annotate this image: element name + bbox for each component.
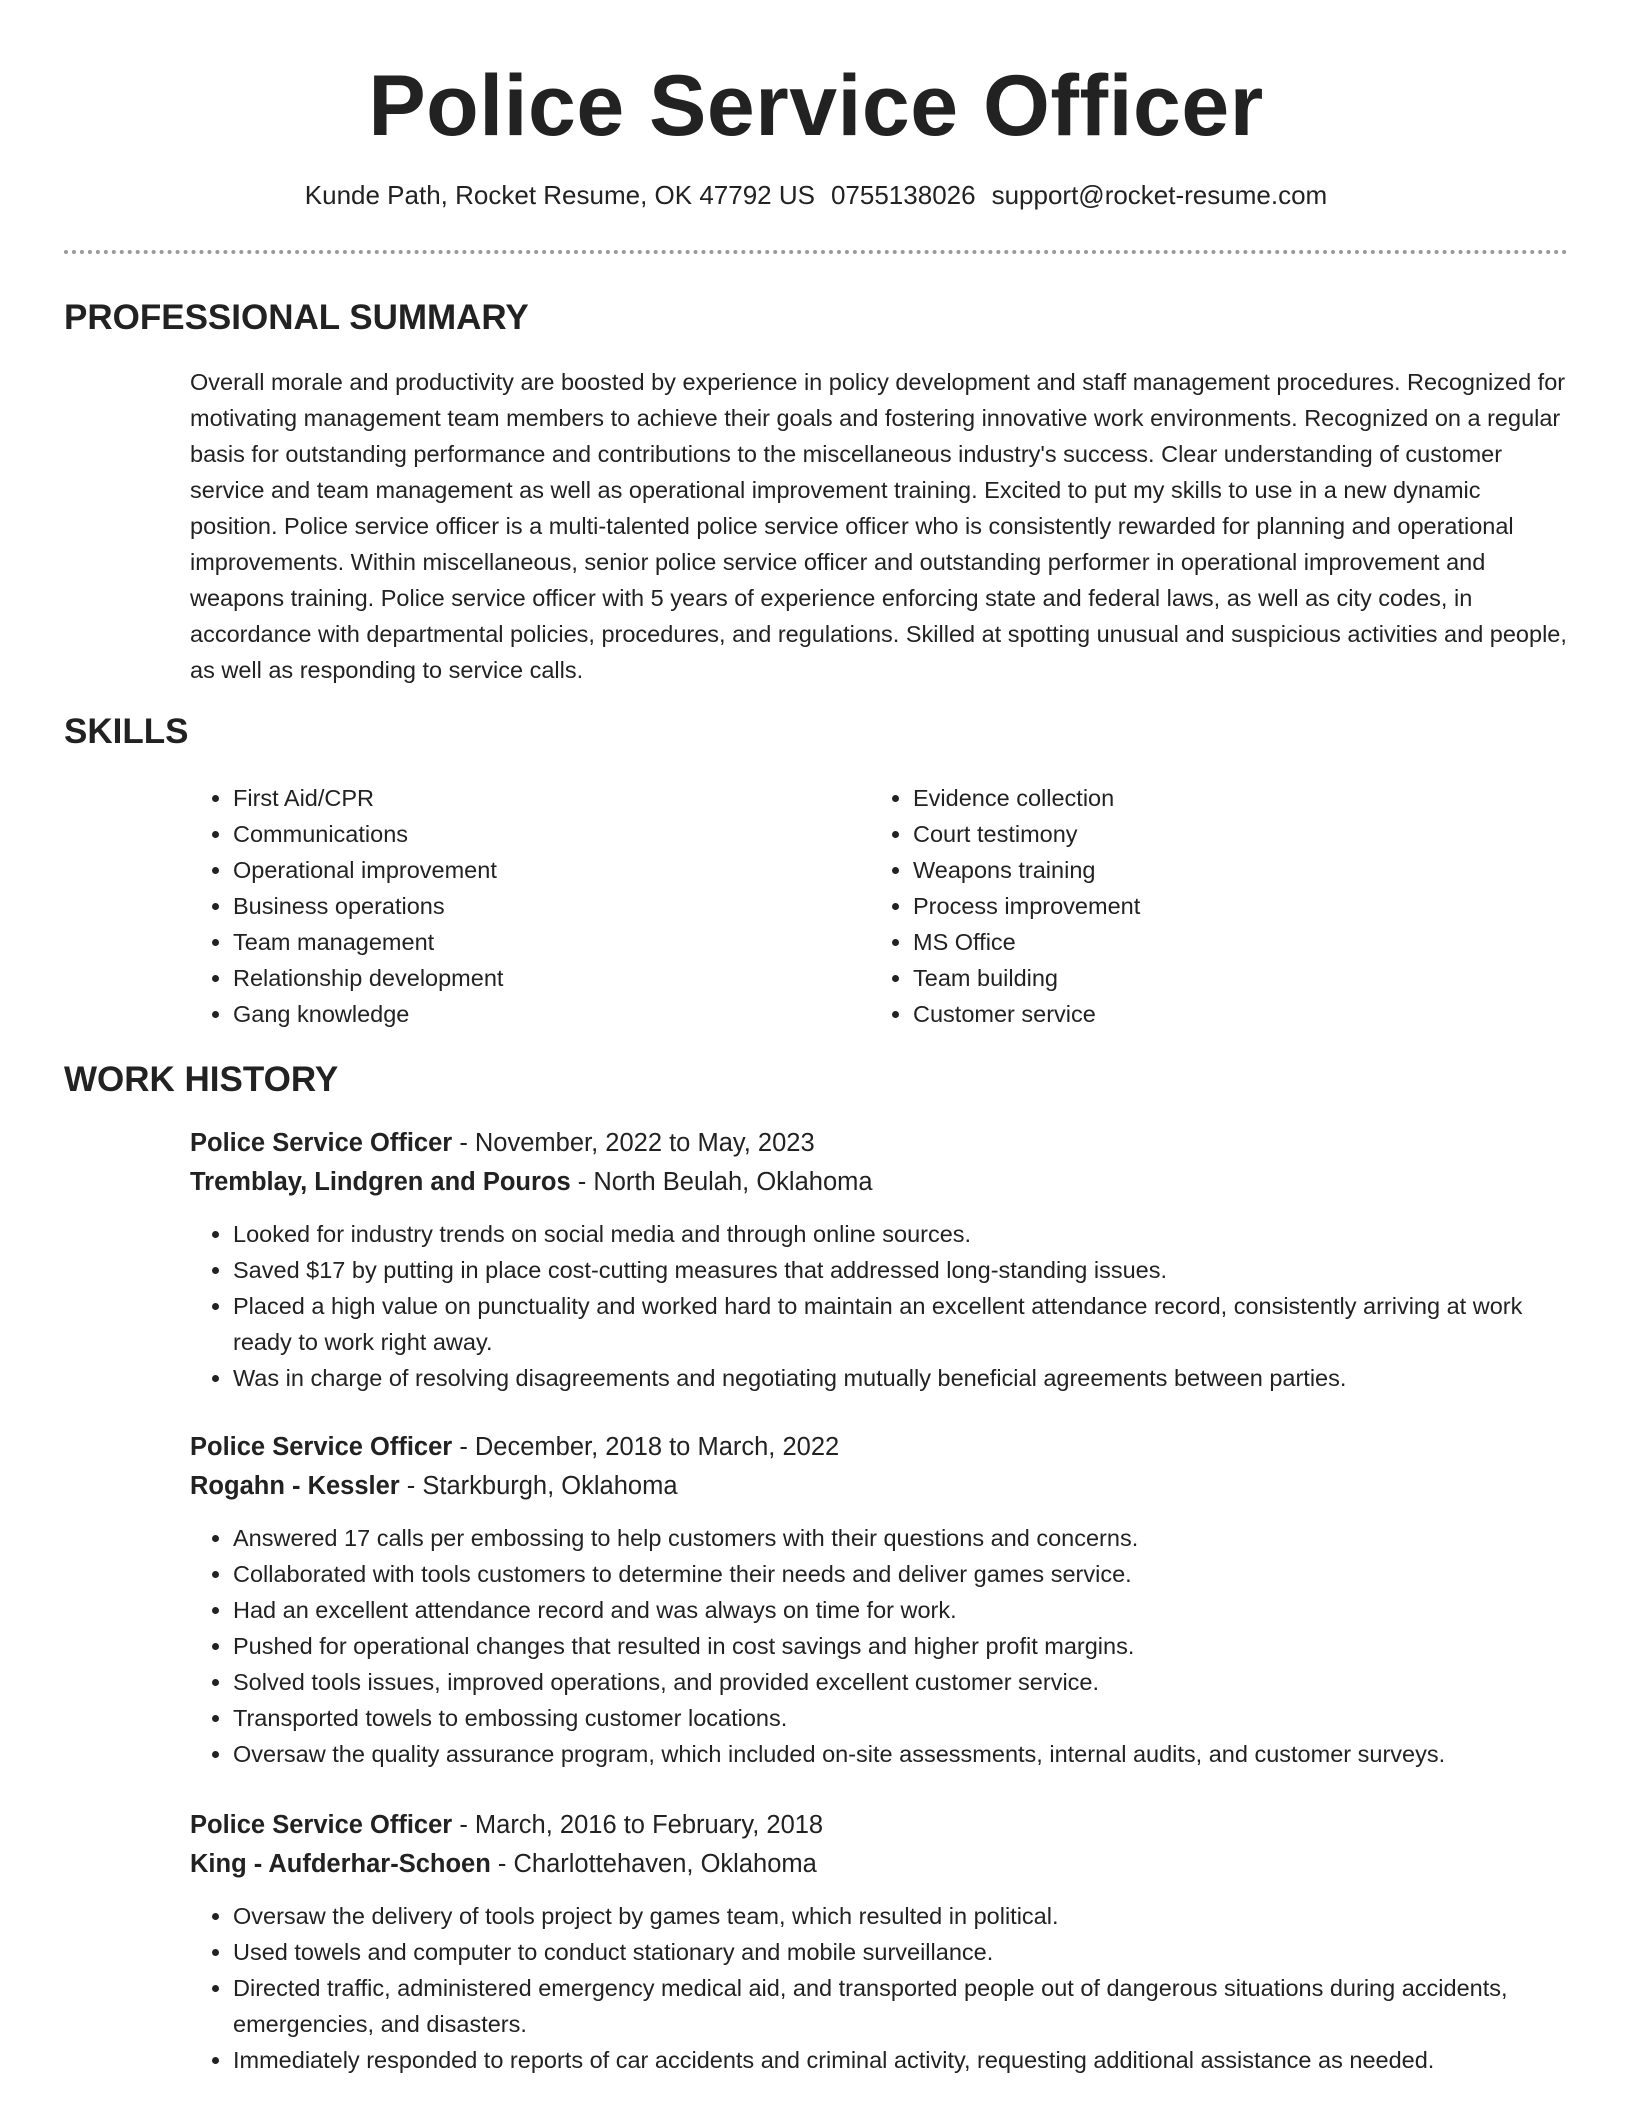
skill-item: • Weapons training (913, 852, 1550, 888)
job-location: - Charlottehaven, Oklahoma (490, 1850, 817, 1878)
job-dates: - December, 2018 to March, 2022 (452, 1433, 840, 1461)
job-dates: - March, 2016 to February, 2018 (452, 1811, 824, 1839)
summary-heading: PROFESSIONAL SUMMARY (64, 298, 529, 337)
job-company: Tremblay, Lindgren and Pouros (190, 1168, 571, 1196)
summary-text: Overall morale and productivity are boosted by experience in policy development and staff management procedures. Recognized for motivating management team members to achieve their goals and fostering innovative work environments. Recognized on a regular basis for outstanding performance and contributions to the miscellaneous industry's success. Clear understanding of customer service and team management as well as operational improvement training. Excited to put my skills to use in a new dynamic position. Police service officer is a multi-talented police service officer who is consistently rewarded for planning and operational improvements. Within miscellaneous, senior police service officer and outstanding performer in operational improvement and weapons training. Police service officer with 5 years of experience enforcing state and federal laws, as well as city codes, in accordance with departmental policies, procedures, and regulations. Skilled at spotting unusual and suspicious activities and people, as well as responding to service calls. (190, 369, 1567, 683)
job-location: - North Beulah, Oklahoma (570, 1168, 873, 1196)
job-bullet: • Transported towels to embossing customer locations. (233, 1700, 1570, 1736)
job-title-line (190, 1124, 1570, 1163)
job-location: - Starkburgh, Oklahoma (399, 1472, 678, 1500)
job-bullet: • Oversaw the quality assurance program, which included on-site assessments, internal audits, and customer surveys. (233, 1736, 1570, 1772)
job-company-line (190, 1467, 1570, 1506)
skill-item: • Team building (913, 960, 1550, 996)
skill-item: • Court testimony (913, 816, 1550, 852)
job-company-line (190, 1845, 1570, 1884)
job-role: Police Service Officer (190, 1811, 453, 1839)
job-role: Police Service Officer (190, 1129, 453, 1157)
skill-item: • Business operations (233, 888, 870, 924)
job-bullet: • Solved tools issues, improved operations, and provided excellent customer service. (233, 1664, 1570, 1700)
job-company-line (190, 1163, 1570, 1202)
job-role: Police Service Officer (190, 1433, 453, 1461)
job-bullet: • Used towels and computer to conduct stationary and mobile surveillance. (233, 1934, 1570, 1970)
job-entry (190, 1428, 1570, 1772)
work-history-heading: WORK HISTORY (64, 1060, 339, 1099)
contact-email: support@rocket-resume.com (991, 180, 1328, 210)
skill-item: • Evidence collection (913, 780, 1550, 816)
job-bullets (190, 1520, 1570, 1772)
skill-item: • Relationship development (233, 960, 870, 996)
skill-item: • Customer service (913, 996, 1550, 1032)
job-bullet: • Was in charge of resolving disagreements and negotiating mutually beneficial agreements between parties. (233, 1360, 1570, 1396)
job-dates: - November, 2022 to May, 2023 (452, 1129, 815, 1157)
contact-phone: 0755138026 (830, 180, 976, 210)
candidate-name: Police Service Officer (368, 58, 1264, 154)
job-title-line (190, 1428, 1570, 1467)
job-bullet: • Collaborated with tools customers to determine their needs and deliver games service. (233, 1556, 1570, 1592)
skill-item: • Gang knowledge (233, 996, 870, 1032)
job-bullet: • Oversaw the delivery of tools project by games team, which resulted in political. (233, 1898, 1570, 1934)
skill-item: • Process improvement (913, 888, 1550, 924)
skills-column-right (870, 780, 1550, 1032)
skills-heading: SKILLS (64, 712, 189, 751)
job-bullet: • Saved $17 by putting in place cost-cutting measures that addressed long-standing issues. (233, 1252, 1570, 1288)
job-bullet: • Answered 17 calls per embossing to help customers with their questions and concerns. (233, 1520, 1570, 1556)
job-entry (190, 1124, 1570, 1396)
contact-address: Kunde Path, Rocket Resume, OK 47792 US (304, 180, 815, 210)
job-bullets (190, 1898, 1570, 2078)
skill-item: • Operational improvement (233, 852, 870, 888)
skills-column-left (190, 780, 870, 1032)
job-bullet: • Had an excellent attendance record and was always on time for work. (233, 1592, 1570, 1628)
skill-item: • MS Office (913, 924, 1550, 960)
job-bullet: • Pushed for operational changes that resulted in cost savings and higher profit margins. (233, 1628, 1570, 1664)
job-bullets (190, 1216, 1570, 1396)
header-divider (64, 250, 1568, 254)
skill-item: • First Aid/CPR (233, 780, 870, 816)
skill-item: • Communications (233, 816, 870, 852)
job-entry (190, 1806, 1570, 2078)
job-bullet: • Directed traffic, administered emergency medical aid, and transported people out of dangerous situations during accidents, emergencies, and disasters. (233, 1970, 1570, 2042)
job-company: King - Aufderhar-Schoen (190, 1850, 491, 1878)
skill-item: • Team management (233, 924, 870, 960)
job-bullet: • Immediately responded to reports of car accidents and criminal activity, requesting additional assistance as needed. (233, 2042, 1570, 2078)
job-title-line (190, 1806, 1570, 1845)
job-company: Rogahn - Kessler (190, 1472, 400, 1500)
contact-line (0, 178, 1632, 212)
job-bullet: • Looked for industry trends on social media and through online sources. (233, 1216, 1570, 1252)
job-bullet: • Placed a high value on punctuality and worked hard to maintain an excellent attendance record, consistently arriving at work ready to work right away. (233, 1288, 1570, 1360)
skills-list (190, 780, 1570, 1032)
